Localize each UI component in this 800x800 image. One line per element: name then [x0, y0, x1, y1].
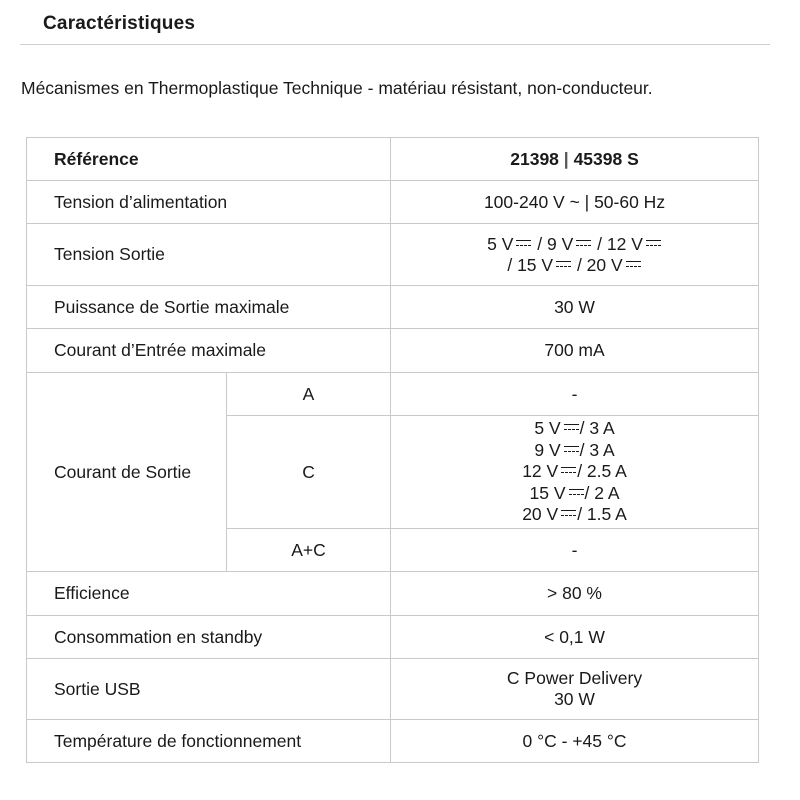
port-ac-value: - [391, 529, 759, 572]
reference-code-b: 45398 S [573, 148, 639, 169]
row-label-courant-entree: Courant d’Entrée maximale [27, 329, 391, 373]
table-row-sortie-usb [27, 659, 759, 720]
voltage-12v: / 12 V [597, 233, 643, 254]
dc-symbol-icon [564, 446, 579, 454]
dc-symbol-icon [516, 240, 531, 248]
dc-symbol-icon [626, 261, 641, 269]
dc-symbol-icon [561, 467, 576, 475]
port-ac-label: A+C [227, 529, 391, 572]
list-item: 12 V / 2.5 A [522, 461, 627, 482]
courant-entree-value: 700 mA [391, 329, 759, 373]
table-row-courant-entree [27, 329, 759, 373]
table-row-temperature [27, 720, 759, 763]
tension-sortie-value [391, 224, 759, 286]
reference-value [391, 138, 759, 181]
table-row-puissance-sortie [27, 286, 759, 329]
reference-code-a: 21398 [510, 148, 559, 169]
temperature-value: 0 °C - +45 °C [391, 720, 759, 763]
title-divider [20, 44, 770, 45]
voltage-9v: / 9 V [537, 233, 574, 254]
list-item: 9 V / 3 A [534, 439, 615, 460]
intro-text: Mécanismes en Thermoplastique Technique - matériau résistant, non-conducteur. [21, 78, 653, 98]
list-item: 20 V / 1.5 A [522, 504, 627, 525]
row-label-tension-sortie: Tension Sortie [27, 224, 391, 286]
section-title: Caractéristiques [43, 13, 196, 34]
table-row-tension-sortie [27, 224, 759, 286]
dc-symbol-icon [569, 489, 584, 497]
dc-symbol-icon [561, 510, 576, 518]
row-label-consommation: Consommation en standby [27, 616, 391, 659]
row-label-reference: Référence [27, 138, 391, 181]
sortie-usb-value [391, 659, 759, 720]
voltage-5v: 5 V [487, 233, 514, 254]
efficience-value: > 80 % [391, 572, 759, 616]
table-row-consommation [27, 616, 759, 659]
port-c-values [391, 416, 759, 529]
consommation-value: < 0,1 W [391, 616, 759, 659]
row-label-puissance-sortie: Puissance de Sortie maximale [27, 286, 391, 329]
voltage-15v: / 15 V [507, 254, 554, 275]
sortie-usb-line-2: 30 W [554, 689, 595, 709]
row-label-temperature: Température de fonctionnement [27, 720, 391, 763]
puissance-sortie-value: 30 W [391, 286, 759, 329]
row-label-courant-sortie: Courant de Sortie [27, 373, 227, 572]
row-label-tension-alimentation: Tension d’alimentation [27, 181, 391, 224]
port-a-value: - [391, 373, 759, 416]
table-row-tension-alimentation [27, 181, 759, 224]
dc-symbol-icon [646, 240, 661, 248]
port-c-label: C [227, 416, 391, 529]
list-item: 15 V / 2 A [529, 482, 620, 503]
sortie-usb-line-1: C Power Delivery [506, 668, 643, 688]
tension-alimentation-value: 100-240 V ~ | 50-60 Hz [391, 181, 759, 224]
dc-symbol-icon [556, 261, 571, 269]
row-label-sortie-usb: Sortie USB [27, 659, 391, 720]
port-a-label: A [227, 373, 391, 416]
voltage-20v: / 20 V [576, 254, 623, 275]
dc-symbol-icon [564, 424, 579, 432]
list-item: 5 V / 3 A [534, 418, 615, 439]
row-label-efficience: Efficience [27, 572, 391, 616]
reference-divider: | [563, 148, 569, 169]
table-row-reference [27, 138, 759, 181]
dc-symbol-icon [576, 240, 591, 248]
table-row-efficience [27, 572, 759, 616]
specifications-table [26, 137, 759, 763]
table-row-courant-sortie-a [27, 373, 759, 416]
